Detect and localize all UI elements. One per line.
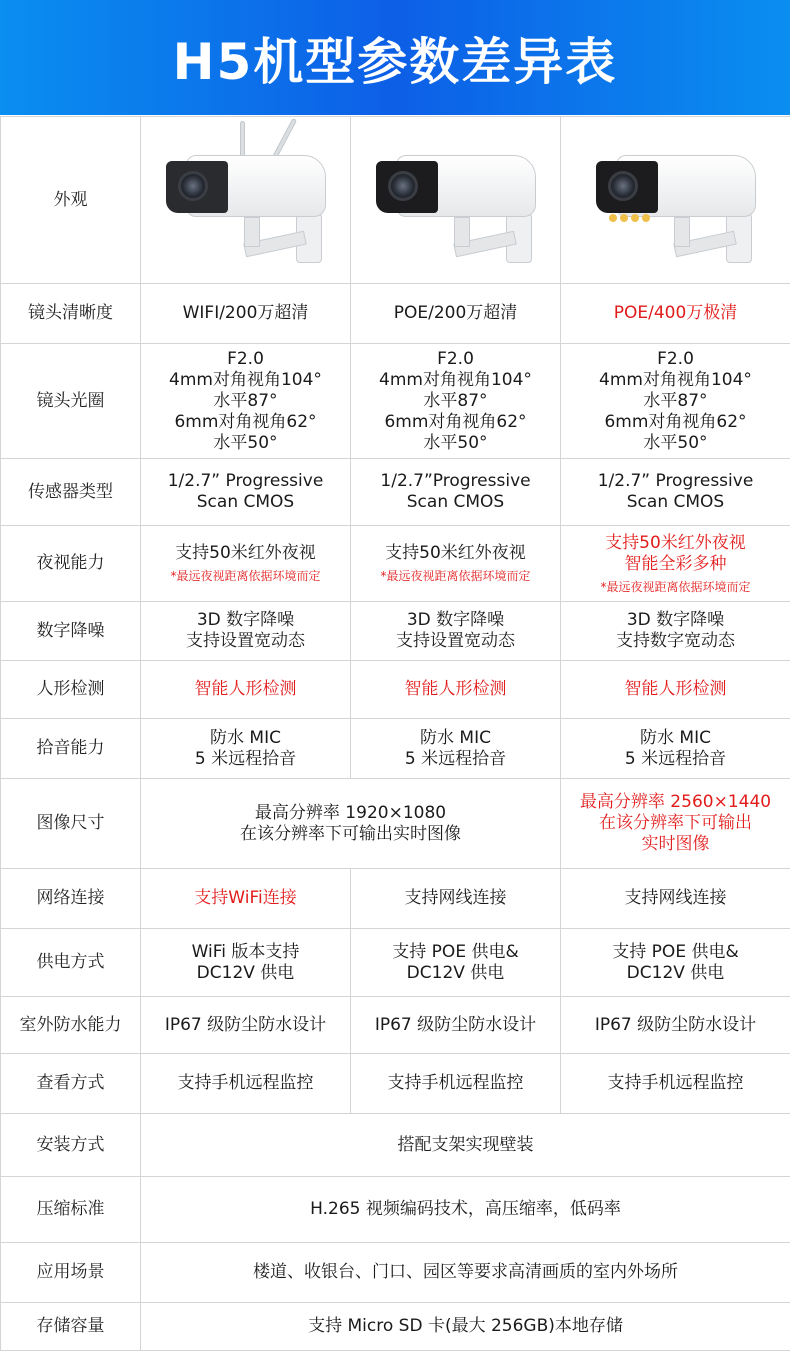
camera-image bbox=[351, 117, 561, 284]
table-row bbox=[1, 719, 790, 779]
cell: 3D 数字降噪 支持设置宽动态 bbox=[351, 602, 561, 661]
cell: F2.0 4mm对角视角104° 水平87° 6mm对角视角62° 水平50° bbox=[561, 344, 790, 459]
cell: 3D 数字降噪 支持数字宽动态 bbox=[561, 602, 790, 661]
cell: 1/2.7”Progressive Scan CMOS bbox=[351, 459, 561, 526]
row-label: 查看方式 bbox=[1, 1054, 141, 1114]
row-label: 网络连接 bbox=[1, 869, 141, 929]
cell-highlight: POE/400万极清 bbox=[561, 284, 790, 344]
table-row bbox=[1, 1114, 790, 1177]
cell: 防水 MIC 5 米远程拾音 bbox=[351, 719, 561, 779]
table-row bbox=[1, 284, 790, 344]
cell-highlight: 支持WiFi连接 bbox=[141, 869, 351, 929]
cell-highlight: 最高分辨率 2560×1440 在该分辨率下可输出 实时图像 bbox=[561, 779, 790, 869]
cell: 楼道、收银台、门口、园区等要求高清画质的室内外场所 bbox=[141, 1243, 790, 1303]
cell: WIFI/200万超清 bbox=[141, 284, 351, 344]
cell: 最高分辨率 1920×1080 在该分辨率下可输出实时图像 bbox=[141, 779, 561, 869]
cell-highlight: 智能人形检测 bbox=[561, 661, 790, 719]
row-label: 供电方式 bbox=[1, 929, 141, 997]
table-row bbox=[1, 661, 790, 719]
camera-image bbox=[561, 117, 790, 284]
row-label: 拾音能力 bbox=[1, 719, 141, 779]
title-banner bbox=[0, 0, 790, 115]
spec-table bbox=[0, 116, 790, 1351]
row-label: 镜头清晰度 bbox=[1, 284, 141, 344]
table-row bbox=[1, 344, 790, 459]
cell: WiFi 版本支持 DC12V 供电 bbox=[141, 929, 351, 997]
cell: F2.0 4mm对角视角104° 水平87° 6mm对角视角62° 水平50° bbox=[351, 344, 561, 459]
table-row bbox=[1, 997, 790, 1054]
cell: 防水 MIC 5 米远程拾音 bbox=[141, 719, 351, 779]
table-row bbox=[1, 929, 790, 997]
table-row bbox=[1, 1243, 790, 1303]
night-note: *最远夜视距离依据环境而定 bbox=[170, 569, 321, 583]
cell: 支持手机远程监控 bbox=[561, 1054, 790, 1114]
row-label: 压缩标准 bbox=[1, 1177, 141, 1243]
table-row bbox=[1, 459, 790, 526]
row-label: 安装方式 bbox=[1, 1114, 141, 1177]
row-label: 人形检测 bbox=[1, 661, 141, 719]
table-row bbox=[1, 602, 790, 661]
table-row bbox=[1, 526, 790, 602]
cell: POE/200万超清 bbox=[351, 284, 561, 344]
night-note: *最远夜视距离依据环境而定 bbox=[380, 569, 531, 583]
cell: IP67 级防尘防水设计 bbox=[141, 997, 351, 1054]
led-icon bbox=[606, 207, 656, 217]
cell: 支持 POE 供电& DC12V 供电 bbox=[561, 929, 790, 997]
night-note: *最远夜视距离依据环境而定 bbox=[600, 579, 751, 594]
cell: H.265 视频编码技术，高压缩率，低码率 bbox=[141, 1177, 790, 1243]
row-label: 夜视能力 bbox=[1, 526, 141, 602]
page-title: H5机型参数差异表 bbox=[172, 32, 618, 91]
camera-image bbox=[141, 117, 351, 284]
row-label: 存储容量 bbox=[1, 1303, 141, 1351]
cell: 支持50米红外夜视 智能全彩多种 *最远夜视距离依据环境而定 bbox=[561, 526, 790, 602]
cell: 1/2.7” Progressive Scan CMOS bbox=[561, 459, 790, 526]
cell: F2.0 4mm对角视角104° 水平87° 6mm对角视角62° 水平50° bbox=[141, 344, 351, 459]
row-label: 传感器类型 bbox=[1, 459, 141, 526]
camera-wifi-icon bbox=[156, 125, 336, 275]
table-row bbox=[1, 1303, 790, 1351]
table-row bbox=[1, 869, 790, 929]
row-label: 镜头光圈 bbox=[1, 344, 141, 459]
cell: IP67 级防尘防水设计 bbox=[351, 997, 561, 1054]
table-row bbox=[1, 779, 790, 869]
table-row bbox=[1, 117, 790, 284]
cell: 支持50米红外夜视 *最远夜视距离依据环境而定 bbox=[351, 526, 561, 602]
table-row bbox=[1, 1054, 790, 1114]
cell: 支持 POE 供电& DC12V 供电 bbox=[351, 929, 561, 997]
cell: 支持50米红外夜视 *最远夜视距离依据环境而定 bbox=[141, 526, 351, 602]
row-label: 应用场景 bbox=[1, 1243, 141, 1303]
cell: 支持网线连接 bbox=[561, 869, 790, 929]
camera-poe-4mp-icon bbox=[586, 125, 766, 275]
cell-highlight: 智能人形检测 bbox=[141, 661, 351, 719]
row-label: 数字降噪 bbox=[1, 602, 141, 661]
cell: 支持 Micro SD 卡(最大 256GB)本地存储 bbox=[141, 1303, 790, 1351]
cell: 支持手机远程监控 bbox=[351, 1054, 561, 1114]
cell: 1/2.7” Progressive Scan CMOS bbox=[141, 459, 351, 526]
cell: IP67 级防尘防水设计 bbox=[561, 997, 790, 1054]
table-row bbox=[1, 1177, 790, 1243]
cell-highlight: 智能人形检测 bbox=[351, 661, 561, 719]
row-label: 外观 bbox=[1, 117, 141, 284]
row-label: 室外防水能力 bbox=[1, 997, 141, 1054]
camera-poe-2mp-icon bbox=[366, 125, 546, 275]
cell: 搭配支架实现壁装 bbox=[141, 1114, 790, 1177]
cell: 防水 MIC 5 米远程拾音 bbox=[561, 719, 790, 779]
cell: 支持网线连接 bbox=[351, 869, 561, 929]
cell: 支持手机远程监控 bbox=[141, 1054, 351, 1114]
cell: 3D 数字降噪 支持设置宽动态 bbox=[141, 602, 351, 661]
row-label: 图像尺寸 bbox=[1, 779, 141, 869]
